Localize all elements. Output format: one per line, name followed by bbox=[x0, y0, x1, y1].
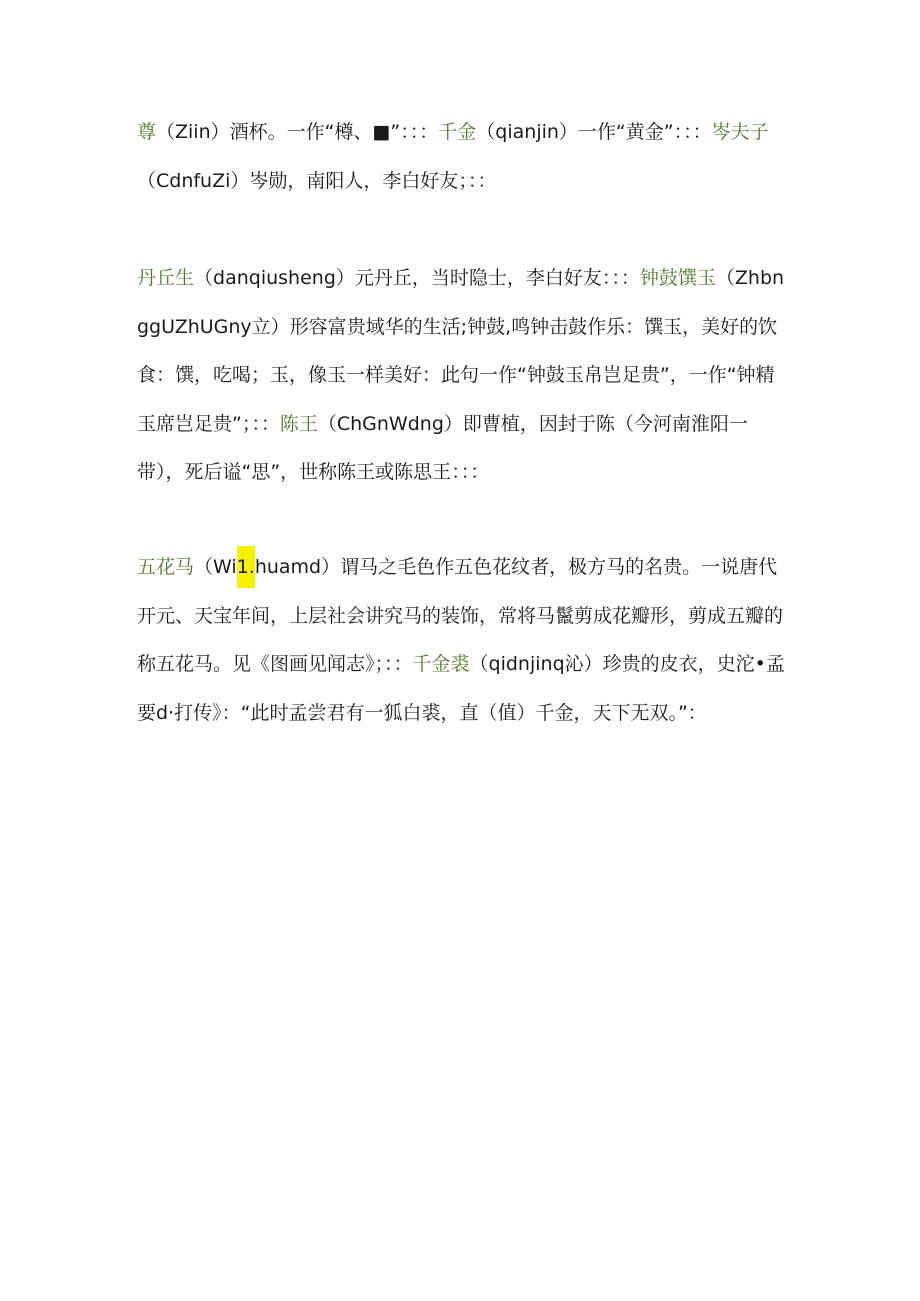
annotation-paragraph-3 bbox=[137, 543, 787, 737]
term-zun: 尊 bbox=[137, 121, 157, 143]
term-chenwang: 陈王 bbox=[279, 412, 318, 435]
definition-text: huamd）谓马之毛色作五色花纹者，极方马的名贵。一说唐代开元、天宝年间，上层社会讲究马的装饰，常将马鬣剪成花瓣形，剪成五瓣的称五花马。见《图画见闻志》；：： bbox=[137, 556, 784, 675]
definition-text: （ZhbnggUZhUGny立）形容富贵域华的生活;钟鼓,鸣钟击鼓作乐：馔玉，美好的饮食：馔，吃喝；玉，像玉一样美好：此句一作“钟鼓玉帛岂足贵”，一作“钟精玉席岂足贵”；：： bbox=[137, 267, 785, 435]
definition-text: （CdnfuZi）岑勋，南阳人，李白好友；：： bbox=[137, 169, 497, 192]
term-wuhuama: 五花马 bbox=[137, 556, 195, 578]
annotation-paragraph-1 bbox=[137, 108, 787, 205]
term-qianjinqiu: 千金裘 bbox=[412, 653, 470, 675]
term-danqiusheng: 丹丘生 bbox=[137, 267, 195, 289]
definition-text: （qidnjinq沁）珍贵的皮衣，史沱•孟要d·打传》：“此时孟尝君有一狐白裘，直（值）千金，天下无双。”： bbox=[137, 653, 785, 724]
term-zhongguzhuanyu: 钟鼓馔玉 bbox=[639, 267, 716, 289]
term-cenfuzi: 岑夫子 bbox=[711, 121, 769, 143]
definition-text: （qianjin）一作“黄金”：：： bbox=[476, 121, 712, 143]
annotation-paragraph-2 bbox=[137, 254, 787, 497]
definition-text: （Ziin）酒杯。一作“樽、■”：：： bbox=[156, 121, 439, 143]
term-qianjin: 千金 bbox=[438, 121, 477, 143]
definition-text: （Wi bbox=[194, 556, 237, 578]
highlighted-text: 1. bbox=[237, 546, 255, 588]
definition-text: （ChGnWdng）即曹植，因封于陈（今河南淮阳一带），死后谥“思”，世称陈王或陈思王：：： bbox=[137, 412, 748, 483]
definition-text: （danqiusheng）元丹丘，当时隐士，李白好友：：： bbox=[194, 267, 640, 289]
